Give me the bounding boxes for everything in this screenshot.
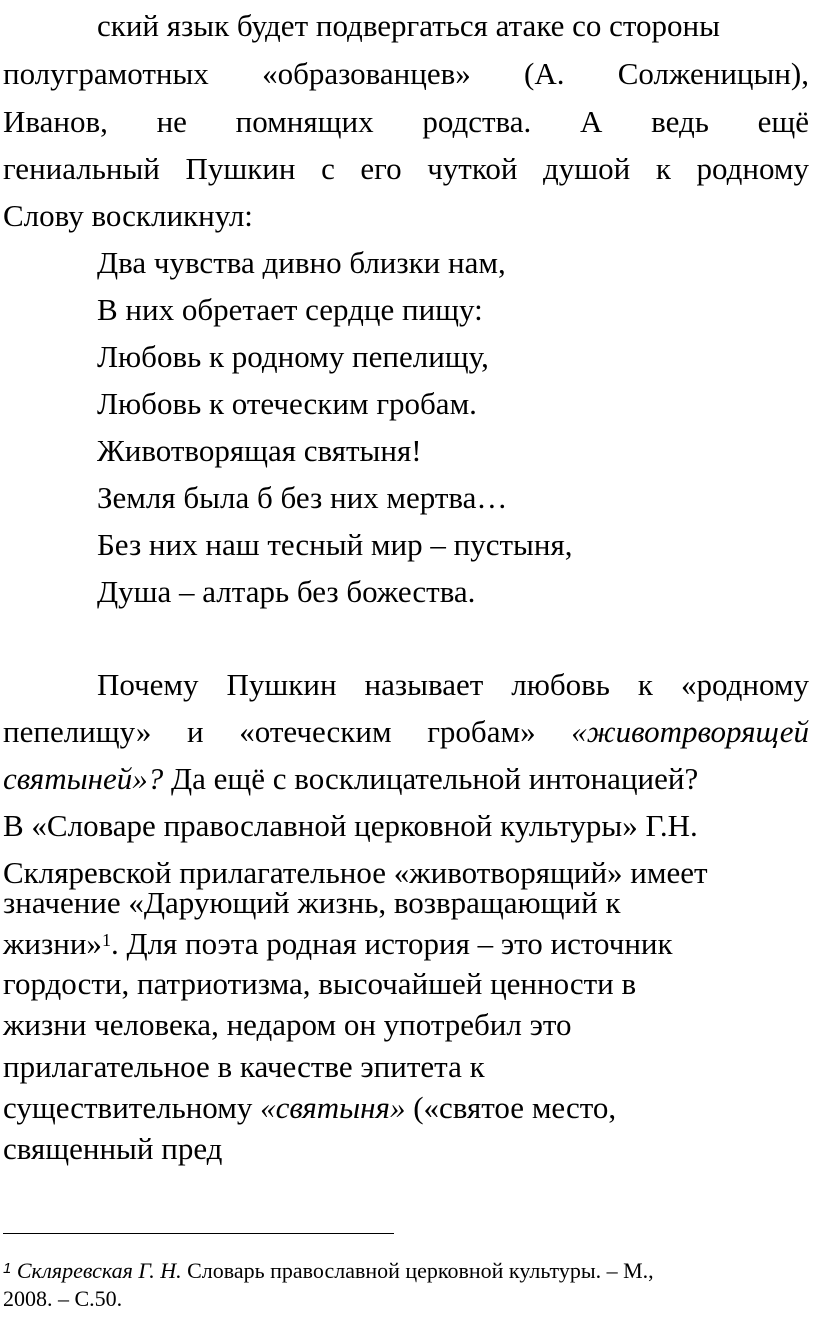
body-line-7: прилагательное в качестве эпитета к — [3, 1049, 485, 1084]
body-line-8 — [3, 1090, 809, 1126]
body-line-6: жизни человека, недаром он употребил это — [3, 1007, 572, 1042]
footnote-line-2: 2008. – С.50. — [3, 1286, 123, 1311]
question-line-2-italic: «животрворящей — [571, 714, 809, 749]
question-line-2 — [3, 714, 809, 750]
body-line-4-b: . Для поэта родная история – это источник — [110, 926, 673, 961]
poem-line-5: Животворящая святыня! — [97, 433, 422, 468]
body-line-9: священный пред — [3, 1131, 223, 1166]
poem-line-8: Душа – алтарь без божества. — [97, 574, 476, 609]
footnote-reference: 1 — [101, 930, 111, 950]
body-line-8-b: («святое место, — [405, 1090, 617, 1125]
body-line-3: значение «Дарующий жизнь, возвращающий к — [3, 885, 621, 920]
poem-line-4: Любовь к отеческим гробам. — [97, 386, 477, 421]
question-line-1: Почему Пушкин называет любовь к «родному — [97, 667, 809, 702]
body-line-4-a: жизни» — [3, 926, 102, 961]
poem-line-1: Два чувства дивно близки нам, — [97, 245, 506, 280]
question-line-3-italic: святыней»? — [3, 761, 164, 796]
poem-line-6: Земля была б без них мертва… — [97, 480, 508, 515]
question-line-3 — [3, 761, 809, 797]
footnote-author: Скляревская Г. Н. — [16, 1258, 182, 1283]
body-line-2: Скляревской прилагательное «животворящий» имеет — [3, 855, 708, 890]
poem-line-7: Без них наш тесный мир – пустыня, — [97, 527, 573, 562]
footnote-separator — [3, 1233, 394, 1234]
poem-line-3: Любовь к родному пепелищу, — [97, 339, 489, 374]
footnote-mark: 1 — [3, 1260, 12, 1277]
body-line-8-a: существительному — [3, 1090, 261, 1125]
question-line-3-plain: Да ещё с восклицательной интонацией? — [163, 761, 699, 796]
intro-line-1: ский язык будет подвергаться атаке со стороны — [97, 8, 720, 43]
intro-line-3: Иванов, не помнящих родства. А ведь ещё — [3, 104, 809, 139]
poem-line-2: В них обретает сердце пищу: — [97, 292, 483, 327]
body-line-4 — [3, 926, 809, 962]
question-line-2-plain: пепелищу» и «отеческим гробам» — [3, 714, 572, 749]
intro-line-4: гениальный Пушкин с его чуткой душой к родному — [3, 151, 809, 186]
body-line-8-italic: «святыня» — [260, 1090, 406, 1125]
intro-line-5: Слову воскликнул: — [3, 198, 253, 233]
body-line-5: гордости, патриотизма, высочайшей ценности в — [3, 966, 637, 1001]
body-line-1: В «Словаре православной церковной культуры» Г.Н. — [3, 808, 698, 843]
intro-line-2: полуграмотных «образованцев» (А. Солженицын), — [3, 56, 809, 91]
footnote-line-1 — [3, 1257, 809, 1285]
footnote-text: Словарь православной церковной культуры. – М., — [181, 1258, 654, 1283]
